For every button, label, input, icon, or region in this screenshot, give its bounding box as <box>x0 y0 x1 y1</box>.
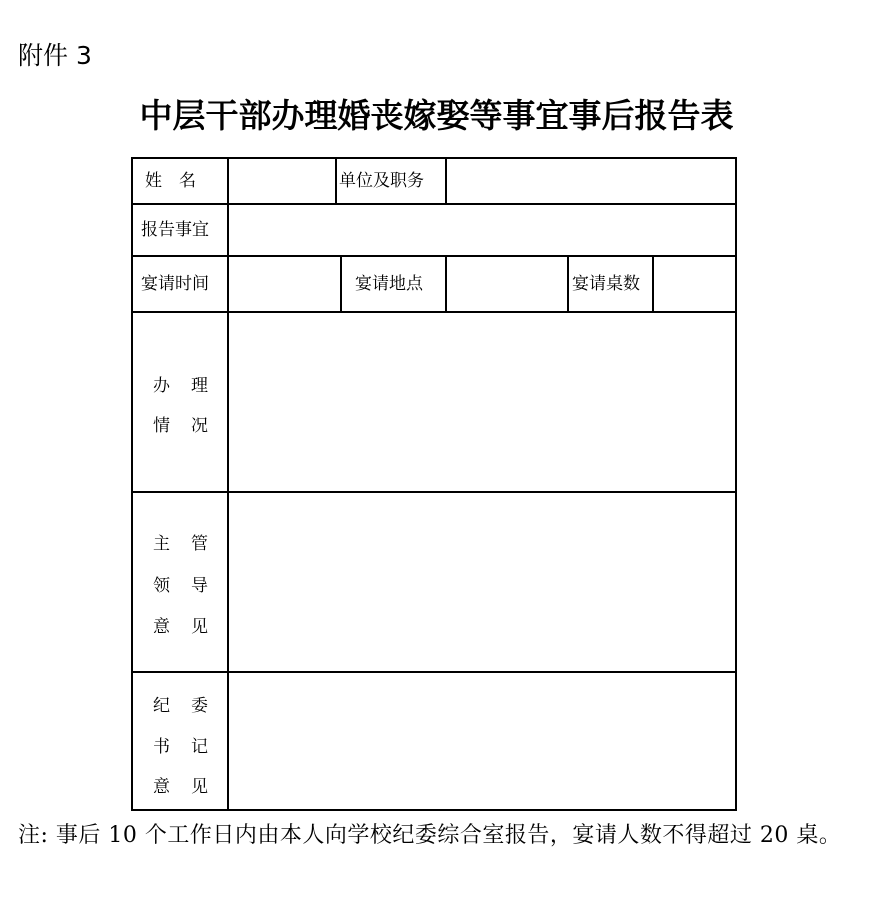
discipline-secretary-opinion-field[interactable] <box>229 673 735 809</box>
column-divider <box>340 255 342 311</box>
label-char: 见 <box>191 617 208 637</box>
label-char: 领 <box>153 576 170 596</box>
banquet-place-label: 宴请地点 <box>355 274 423 294</box>
label-char: 办 <box>153 376 170 396</box>
row-divider <box>133 255 735 257</box>
label-char: 委 <box>191 696 208 716</box>
column-divider <box>567 255 569 311</box>
banquet-time-field[interactable] <box>229 257 340 311</box>
name-label: 姓 名 <box>145 171 196 191</box>
label-char: 主 <box>153 534 170 554</box>
banquet-tables-field[interactable] <box>654 257 735 311</box>
label-char: 管 <box>191 534 208 554</box>
label-char: 理 <box>191 376 208 396</box>
banquet-tables-label: 宴请桌数 <box>572 274 640 294</box>
label-char: 情 <box>153 416 170 436</box>
page-title: 中层干部办理婚丧嫁娶等事宜事后报告表 <box>139 96 734 135</box>
banquet-time-label: 宴请时间 <box>141 274 209 294</box>
label-char: 况 <box>191 416 208 436</box>
report-matter-field[interactable] <box>229 205 735 255</box>
label-char: 书 <box>153 737 170 757</box>
unit-position-label: 单位及职务 <box>339 171 424 191</box>
label-char: 记 <box>191 737 208 757</box>
column-divider <box>335 159 337 203</box>
leader-opinion-field[interactable] <box>229 493 735 671</box>
label-char: 见 <box>191 777 208 797</box>
name-field[interactable] <box>229 159 335 203</box>
label-char: 意 <box>153 777 170 797</box>
attachment-number: 附件 3 <box>18 41 92 70</box>
label-char: 意 <box>153 617 170 637</box>
handling-situation-field[interactable] <box>229 313 735 491</box>
banquet-place-field[interactable] <box>447 257 567 311</box>
unit-position-field[interactable] <box>447 159 735 203</box>
label-char: 导 <box>191 576 208 596</box>
report-form <box>131 157 737 811</box>
report-matter-label: 报告事宜 <box>141 220 209 240</box>
footnote: 注: 事后 10 个工作日内由本人向学校纪委综合室报告，宴请人数不得超过 20 桌。 <box>18 823 842 848</box>
label-char: 纪 <box>153 696 170 716</box>
